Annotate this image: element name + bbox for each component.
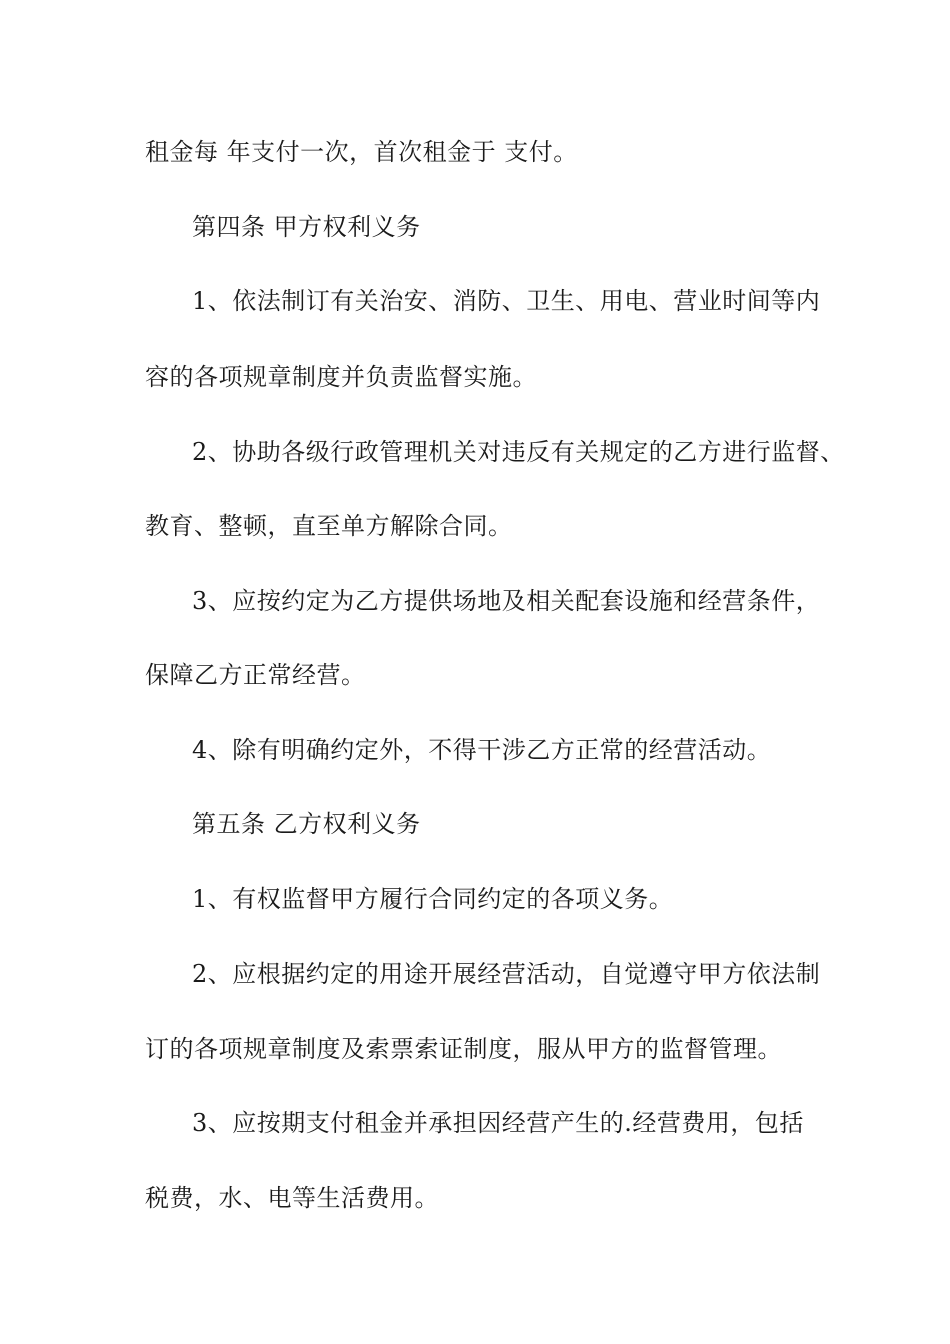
text-line-article4-item3-cont: 保障乙方正常经营。 bbox=[145, 661, 366, 689]
text-line-article4-item2-cont: 教育、整顿，直至单方解除合同。 bbox=[145, 512, 513, 540]
text-line-article4-item4: 4、除有明确约定外，不得干涉乙方正常的经营活动。 bbox=[192, 736, 772, 764]
text-line-article4-item1-cont: 容的各项规章制度并负责监督实施。 bbox=[145, 363, 537, 391]
text-line-article5-item3: 3、应按期支付租金并承担因经营产生的.经营费用，包括 bbox=[192, 1109, 804, 1137]
text-line-article5-item3-cont: 税费，水、电等生活费用。 bbox=[145, 1184, 439, 1212]
text-line-article4-item1: 1、依法制订有关治安、消防、卫生、用电、营业时间等内 bbox=[192, 287, 821, 315]
heading-article-4: 第四条 甲方权利义务 bbox=[192, 213, 421, 241]
text-line-article5-item1: 1、有权监督甲方履行合同约定的各项义务。 bbox=[192, 885, 674, 913]
text-line-article5-item2: 2、应根据约定的用途开展经营活动，自觉遵守甲方依法制 bbox=[192, 960, 821, 988]
heading-article-5: 第五条 乙方权利义务 bbox=[192, 810, 421, 838]
text-line-article4-item2: 2、协助各级行政管理机关对违反有关规定的乙方进行监督、 bbox=[192, 438, 845, 466]
text-line-article4-item3: 3、应按约定为乙方提供场地及相关配套设施和经营条件， bbox=[192, 587, 821, 615]
text-line-article5-item2-cont: 订的各项规章制度及索票索证制度，服从甲方的监督管理。 bbox=[145, 1035, 782, 1063]
text-line-rent-payment: 租金每 年支付一次，首次租金于 支付。 bbox=[145, 138, 578, 166]
